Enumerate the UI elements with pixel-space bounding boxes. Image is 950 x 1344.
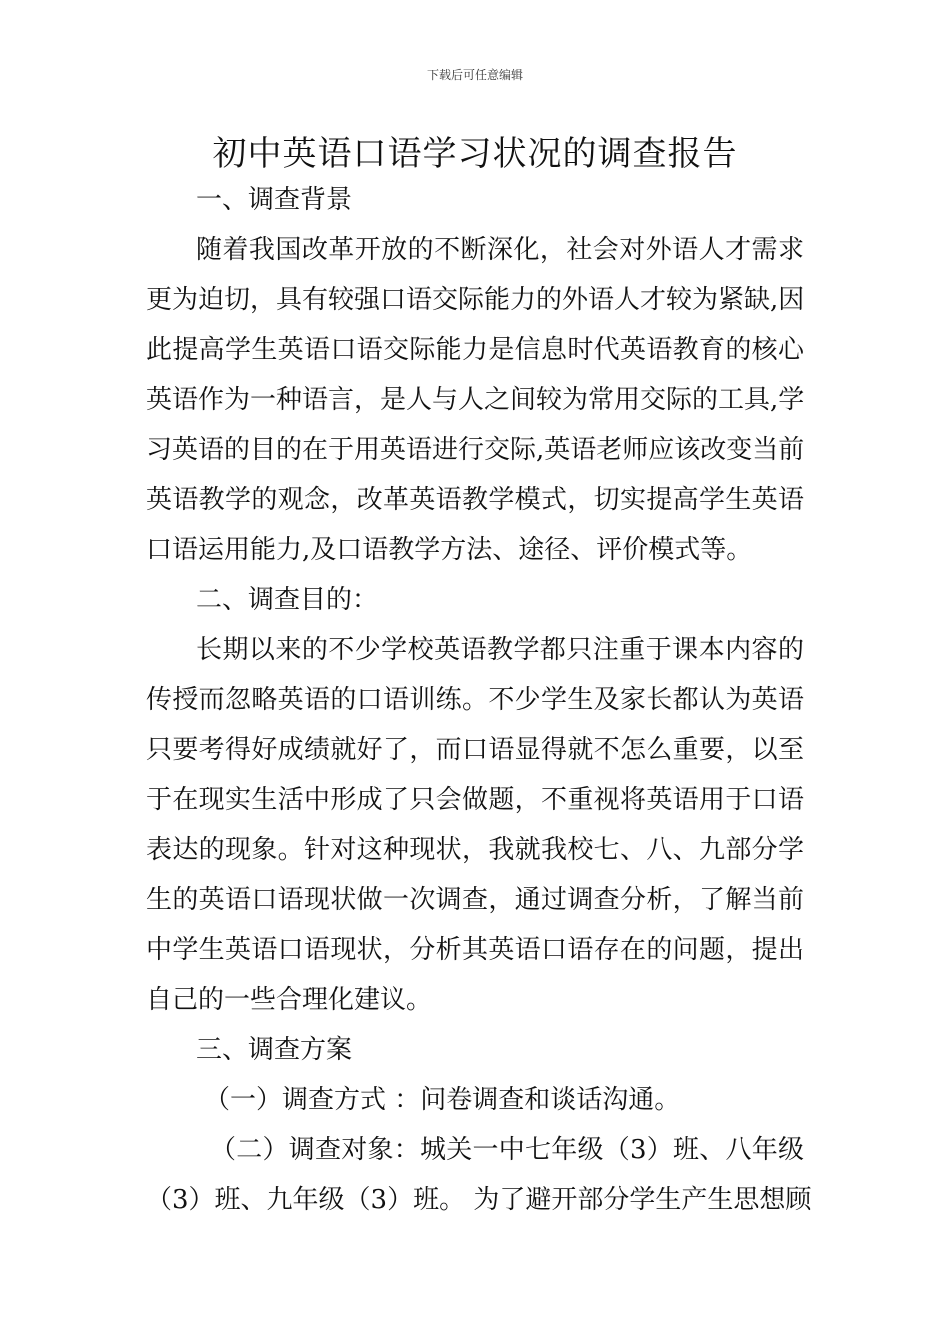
paragraph-line: 习英语的目的在于用英语进行交际,英语老师应该改变当前 [146, 435, 805, 465]
paragraph-line: （3）班、九年级（3）班。 为了避开部分学生产生思想顾 [146, 1185, 812, 1215]
section-heading-plan: 三、调查方案 [196, 1035, 353, 1065]
document-title: 初中英语口语学习状况的调查报告 [212, 134, 738, 174]
paragraph-line: 传授而忽略英语的口语训练。不少学生及家长都认为英语 [146, 685, 804, 715]
paragraph-line: 更为迫切，具有较强口语交际能力的外语人才较为紧缺,因 [146, 285, 805, 315]
plan-item-subjects: （二）调查对象：城关一中七年级（3）班、八年级 [210, 1135, 804, 1165]
section-heading-purpose: 二、调查目的： [196, 585, 379, 615]
paragraph-line: 中学生英语口语现状，分析其英语口语存在的问题，提出 [146, 935, 804, 965]
paragraph-line: 于在现实生活中形成了只会做题，不重视将英语用于口语 [146, 785, 804, 815]
paragraph-line: 此提高学生英语口语交际能力是信息时代英语教育的核心 [146, 335, 804, 365]
paragraph-line: 自己的一些合理化建议。 [146, 985, 433, 1015]
paragraph-line: 口语运用能力,及口语教学方法、途径、评价模式等。 [146, 535, 753, 565]
paragraph-line: 英语作为一种语言，是人与人之间较为常用交际的工具,学 [146, 385, 805, 415]
paragraph-line: 长期以来的不少学校英语教学都只注重于课本内容的 [196, 635, 804, 665]
plan-item-method: （一）调查方式 ：问卷调查和谈话沟通。 [204, 1085, 681, 1115]
paragraph-line: 表达的现象。针对这种现状，我就我校七、八、九部分学 [146, 835, 804, 865]
paragraph-line: 只要考得好成绩就好了，而口语显得就不怎么重要，以至 [146, 735, 804, 765]
paragraph-line: 生的英语口语现状做一次调查，通过调查分析，了解当前 [146, 885, 804, 915]
section-heading-background: 一、调查背景 [196, 185, 353, 215]
paragraph-line: 英语教学的观念，改革英语教学模式，切实提高学生英语 [146, 485, 804, 515]
paragraph-line: 随着我国改革开放的不断深化，社会对外语人才需求 [196, 235, 804, 265]
header-note: 下载后可任意编辑 [426, 68, 523, 82]
